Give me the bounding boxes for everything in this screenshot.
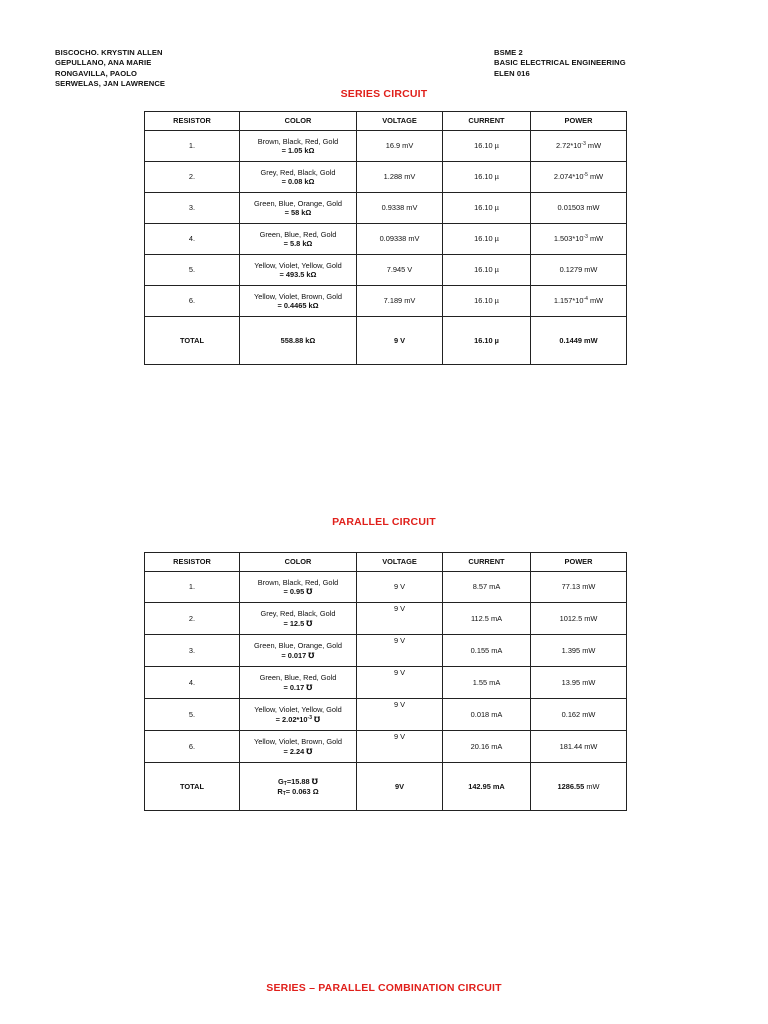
table-row bbox=[145, 731, 627, 763]
color-cell bbox=[240, 667, 357, 699]
power-cell: 0.162 mW bbox=[531, 699, 627, 731]
column-header: RESISTOR bbox=[145, 112, 240, 131]
power-unit: mW bbox=[587, 296, 604, 306]
total-label: TOTAL bbox=[145, 317, 240, 365]
power-cell: 77.13 mW bbox=[531, 572, 627, 603]
color-cell bbox=[240, 572, 357, 603]
table-header-row bbox=[145, 112, 627, 131]
current-cell: 1.55 mA bbox=[443, 667, 531, 699]
gt-symbol: G bbox=[278, 777, 284, 786]
table-row bbox=[145, 699, 627, 731]
course-line: ELEN 016 bbox=[494, 68, 530, 78]
power-cell: 181.44 mW bbox=[531, 731, 627, 763]
column-header: VOLTAGE bbox=[357, 112, 443, 131]
color-bands: Green, Blue, Red, Gold bbox=[259, 673, 337, 682]
power-base: 0.1279 mW bbox=[559, 265, 598, 275]
total-row bbox=[145, 317, 627, 365]
power-exponent: -3 bbox=[583, 234, 588, 241]
voltage-cell: 7.189 mV bbox=[357, 286, 443, 317]
resistor-number: 4. bbox=[145, 667, 240, 699]
voltage-cell: 0.9338 mV bbox=[357, 193, 443, 224]
column-header: VOLTAGE bbox=[357, 553, 443, 572]
power-base: 0.01503 mW bbox=[557, 203, 600, 213]
current-cell: 0.155 mA bbox=[443, 635, 531, 667]
series-circuit-table bbox=[144, 111, 627, 365]
table-row bbox=[145, 255, 627, 286]
total-voltage: 9 V bbox=[357, 317, 443, 365]
power-exponent: -3 bbox=[581, 141, 586, 148]
power-cell bbox=[531, 286, 627, 317]
current-cell: 8.57 mA bbox=[443, 572, 531, 603]
column-header: CURRENT bbox=[443, 112, 531, 131]
total-current: 16.10 µ bbox=[443, 317, 531, 365]
color-cell bbox=[240, 286, 357, 317]
color-bands: Green, Blue, Red, Gold bbox=[259, 229, 337, 239]
resistor-number: 5. bbox=[145, 699, 240, 731]
student-name: GEPULLANO, ANA MARIE bbox=[55, 58, 152, 68]
color-bands: Brown, Black, Red, Gold bbox=[257, 577, 339, 587]
conductance-value bbox=[242, 619, 354, 629]
power-cell bbox=[531, 193, 627, 224]
color-cell bbox=[240, 731, 357, 763]
color-cell bbox=[240, 255, 357, 286]
voltage-cell: 9 V bbox=[357, 667, 443, 699]
total-power-unit: mW bbox=[584, 781, 600, 791]
power-unit: mW bbox=[585, 141, 602, 151]
total-current: 142.95 mA bbox=[443, 763, 531, 811]
voltage-cell: 9 V bbox=[357, 699, 443, 731]
total-power-value: 1286.55 bbox=[557, 781, 585, 791]
resistor-number: 2. bbox=[145, 603, 240, 635]
table-row bbox=[145, 603, 627, 635]
power-cell bbox=[531, 131, 627, 162]
table-header-row bbox=[145, 553, 627, 572]
resistor-number: 6. bbox=[145, 731, 240, 763]
parallel-circuit-title: PARALLEL CIRCUIT bbox=[332, 516, 436, 528]
resistor-number: 5. bbox=[145, 255, 240, 286]
table-row bbox=[145, 286, 627, 317]
voltage-cell: 16.9 mV bbox=[357, 131, 443, 162]
resistance-value: = 1.05 kΩ bbox=[281, 146, 315, 155]
conductance-exponent: -3 bbox=[307, 714, 312, 721]
table-row bbox=[145, 193, 627, 224]
column-header: RESISTOR bbox=[145, 553, 240, 572]
student-name: SERWELAS, JAN LAWRENCE bbox=[55, 78, 166, 88]
student-names bbox=[55, 48, 165, 89]
color-cell bbox=[240, 193, 357, 224]
conductance-base: = 0.017 ℧ bbox=[281, 650, 315, 660]
rt-value: = 0.063 Ω bbox=[285, 786, 319, 796]
conductance-base: = 2.02*10 bbox=[275, 714, 308, 724]
voltage-cell: 9 V bbox=[357, 731, 443, 763]
total-voltage: 9V bbox=[357, 763, 443, 811]
course-line: BASIC ELECTRICAL ENGINEERING bbox=[494, 58, 626, 68]
series-circuit-title: SERIES CIRCUIT bbox=[340, 88, 428, 100]
conductance-base: = 2.24 ℧ bbox=[283, 746, 313, 756]
power-cell: 13.95 mW bbox=[531, 667, 627, 699]
current-cell: 16.10 µ bbox=[443, 193, 531, 224]
color-cell bbox=[240, 162, 357, 193]
power-base: 2.72*10 bbox=[555, 141, 582, 151]
total-resistance bbox=[242, 787, 354, 797]
resistance-value: = 493.5 kΩ bbox=[279, 270, 317, 279]
color-cell bbox=[240, 224, 357, 255]
conductance-value bbox=[242, 651, 354, 661]
current-cell: 16.10 µ bbox=[443, 286, 531, 317]
column-header: COLOR bbox=[240, 553, 357, 572]
total-label: TOTAL bbox=[145, 763, 240, 811]
combination-circuit-title: SERIES – PARALLEL COMBINATION CIRCUIT bbox=[266, 982, 502, 994]
current-cell: 112.5 mA bbox=[443, 603, 531, 635]
color-cell bbox=[240, 603, 357, 635]
color-bands: Yellow, Violet, Yellow, Gold bbox=[254, 705, 342, 714]
conductance-base: = 0.17 ℧ bbox=[283, 682, 313, 692]
color-bands: Yellow, Violet, Yellow, Gold bbox=[254, 260, 342, 270]
color-cell bbox=[240, 699, 357, 731]
current-cell: 16.10 µ bbox=[443, 255, 531, 286]
color-bands: Yellow, Violet, Brown, Gold bbox=[254, 291, 342, 301]
column-header: COLOR bbox=[240, 112, 357, 131]
resistor-number: 4. bbox=[145, 224, 240, 255]
conductance-value bbox=[242, 747, 354, 757]
total-conductance bbox=[242, 777, 354, 787]
current-cell: 16.10 µ bbox=[443, 224, 531, 255]
total-conductance-resistance bbox=[240, 763, 357, 811]
resistor-number: 1. bbox=[145, 572, 240, 603]
rt-symbol: R bbox=[277, 786, 283, 796]
resistor-number: 6. bbox=[145, 286, 240, 317]
course-info bbox=[494, 48, 626, 79]
resistance-value: = 5.8 kΩ bbox=[283, 239, 313, 248]
column-header: CURRENT bbox=[443, 553, 531, 572]
voltage-cell: 9 V bbox=[357, 635, 443, 667]
resistance-value: = 58 kΩ bbox=[284, 208, 312, 217]
table-row bbox=[145, 131, 627, 162]
power-base: 1.503*10 bbox=[553, 234, 584, 244]
conductance-value bbox=[242, 587, 354, 597]
power-unit: mW bbox=[587, 172, 604, 182]
conductance-base: = 12.5 ℧ bbox=[283, 618, 313, 628]
total-power bbox=[531, 763, 627, 811]
resistance-value: = 0.08 kΩ bbox=[281, 177, 315, 186]
table-row bbox=[145, 224, 627, 255]
power-cell: 1.395 mW bbox=[531, 635, 627, 667]
current-cell: 16.10 µ bbox=[443, 131, 531, 162]
resistor-number: 3. bbox=[145, 635, 240, 667]
conductance-value bbox=[242, 683, 354, 693]
color-bands: Brown, Black, Red, Gold bbox=[257, 136, 339, 146]
voltage-cell: 1.288 mV bbox=[357, 162, 443, 193]
voltage-cell: 7.945 V bbox=[357, 255, 443, 286]
power-base: 1.157*10 bbox=[553, 296, 584, 306]
current-cell: 20.16 mA bbox=[443, 731, 531, 763]
color-cell bbox=[240, 131, 357, 162]
total-power: 0.1449 mW bbox=[531, 317, 627, 365]
color-cell bbox=[240, 635, 357, 667]
resistor-number: 3. bbox=[145, 193, 240, 224]
rt-subscript: T bbox=[282, 790, 286, 797]
voltage-cell: 9 V bbox=[357, 572, 443, 603]
student-name: BISCOCHO. KRYSTIN ALLEN bbox=[55, 48, 163, 57]
table-row bbox=[145, 572, 627, 603]
conductance-unit: ℧ bbox=[311, 714, 321, 724]
power-exponent: -4 bbox=[583, 296, 588, 303]
parallel-circuit-table bbox=[144, 552, 627, 811]
student-name: RONGAVILLA, PAOLO bbox=[55, 68, 137, 78]
column-header: POWER bbox=[531, 553, 627, 572]
total-row bbox=[145, 763, 627, 811]
color-bands: Grey, Red, Black, Gold bbox=[260, 167, 336, 177]
table-row bbox=[145, 635, 627, 667]
current-cell: 0.018 mA bbox=[443, 699, 531, 731]
gt-subscript: T bbox=[283, 781, 287, 787]
power-unit: mW bbox=[587, 234, 604, 244]
color-bands: Yellow, Violet, Brown, Gold bbox=[254, 737, 342, 746]
total-resistance: 558.88 kΩ bbox=[240, 317, 357, 365]
table-row bbox=[145, 667, 627, 699]
voltage-cell: 9 V bbox=[357, 603, 443, 635]
gt-value: =15.88 ℧ bbox=[286, 777, 318, 786]
conductance-value bbox=[242, 715, 354, 725]
color-bands: Green, Blue, Orange, Gold bbox=[254, 198, 342, 208]
resistance-value: = 0.4465 kΩ bbox=[277, 301, 319, 310]
color-bands: Grey, Red, Black, Gold bbox=[260, 609, 336, 618]
power-cell bbox=[531, 255, 627, 286]
power-cell bbox=[531, 162, 627, 193]
color-bands: Green, Blue, Orange, Gold bbox=[254, 641, 342, 650]
course-line: BSME 2 bbox=[494, 48, 523, 57]
conductance-base: = 0.95 ℧ bbox=[283, 587, 313, 596]
resistor-number: 1. bbox=[145, 131, 240, 162]
power-base: 2.074*10 bbox=[553, 172, 584, 182]
power-cell: 1012.5 mW bbox=[531, 603, 627, 635]
table-row bbox=[145, 162, 627, 193]
resistor-number: 2. bbox=[145, 162, 240, 193]
current-cell: 16.10 µ bbox=[443, 162, 531, 193]
power-exponent: -5 bbox=[583, 172, 588, 179]
power-cell bbox=[531, 224, 627, 255]
voltage-cell: 0.09338 mV bbox=[357, 224, 443, 255]
column-header: POWER bbox=[531, 112, 627, 131]
